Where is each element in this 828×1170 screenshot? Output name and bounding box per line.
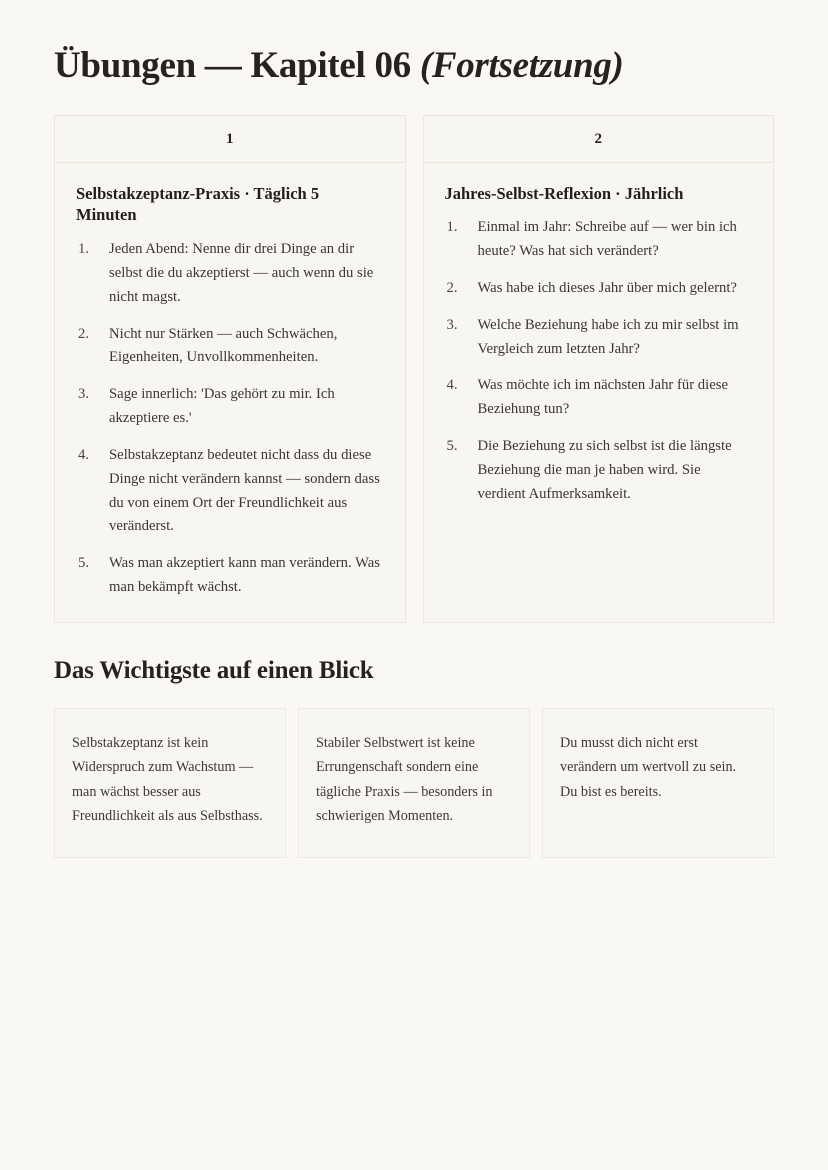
exercise-card-2-subtitle: Jahres-Selbst-Reflexion · Jährlich [444,183,684,203]
list-item: Einmal im Jahr: Schreibe auf — wer bin ich heute? Was hat sich verändert? [477,219,737,260]
exercise-card-1-step-list [76,238,384,600]
exercise-card-2 [423,115,775,623]
exercise-card-1-subtitle: Selbstakzeptanz-Praxis · Täglich 5 Minuten [76,183,320,225]
exercise-card-1-number: 1 [55,116,405,163]
exercise-card-2-number: 2 [424,116,774,163]
exercise-card-grid [54,115,774,623]
list-item: Welche Beziehung habe ich zu mir selbst im Vergleich zum letzten Jahr? [477,316,739,357]
list-item: Jeden Abend: Nenne dir drei Dinge an dir selbst die du akzeptierst — auch wenn du sie nicht magst. [109,241,374,305]
exercise-card-2-body [424,163,774,529]
page-title-main: Übungen — Kapitel 06 [54,45,420,86]
list-item: Sage innerlich: 'Das gehört zu mir. Ich akzeptiere es.' [109,386,335,427]
exercise-card-2-step-list [445,216,753,506]
list-item: Was man akzeptiert kann man verändern. Was man bekämpft wächst. [109,555,381,595]
list-item: Die Beziehung zu sich selbst ist die längste Beziehung die man je haben wird. Sie verdient Aufmerksamkeit. [477,438,732,502]
exercise-card-1 [54,115,406,623]
page-title-continuation: (Fortsetzung) [419,45,624,86]
list-item: Was habe ich dieses Jahr über mich gelernt? [477,280,737,297]
exercise-card-1-body [55,163,405,622]
summary-section-heading: Das Wichtigste auf einen Blick [54,656,374,684]
page-title [54,0,774,88]
list-item: Nicht nur Stärken — auch Schwächen, Eigenheiten, Unvollkommenheiten. [109,325,338,366]
summary-box-2: Stabiler Selbstwert ist keine Errungenschaft sondern eine tägliche Praxis — besonders in schwierigen Momenten. [298,708,530,858]
summary-grid [54,708,774,858]
list-item: Was möchte ich im nächsten Jahr für diese Beziehung tun? [477,377,728,418]
summary-box-3: Du musst dich nicht erst verändern um wertvoll zu sein. Du bist es bereits. [542,708,774,858]
summary-box-1: Selbstakzeptanz ist kein Widerspruch zum Wachstum — man wächst besser aus Freundlichkeit als aus Selbsthass. [54,708,286,858]
list-item: Selbstakzeptanz bedeutet nicht dass du diese Dinge nicht verändern kannst — sondern dass du von einem Ort der Freundlichkeit aus veränderst. [109,446,380,535]
